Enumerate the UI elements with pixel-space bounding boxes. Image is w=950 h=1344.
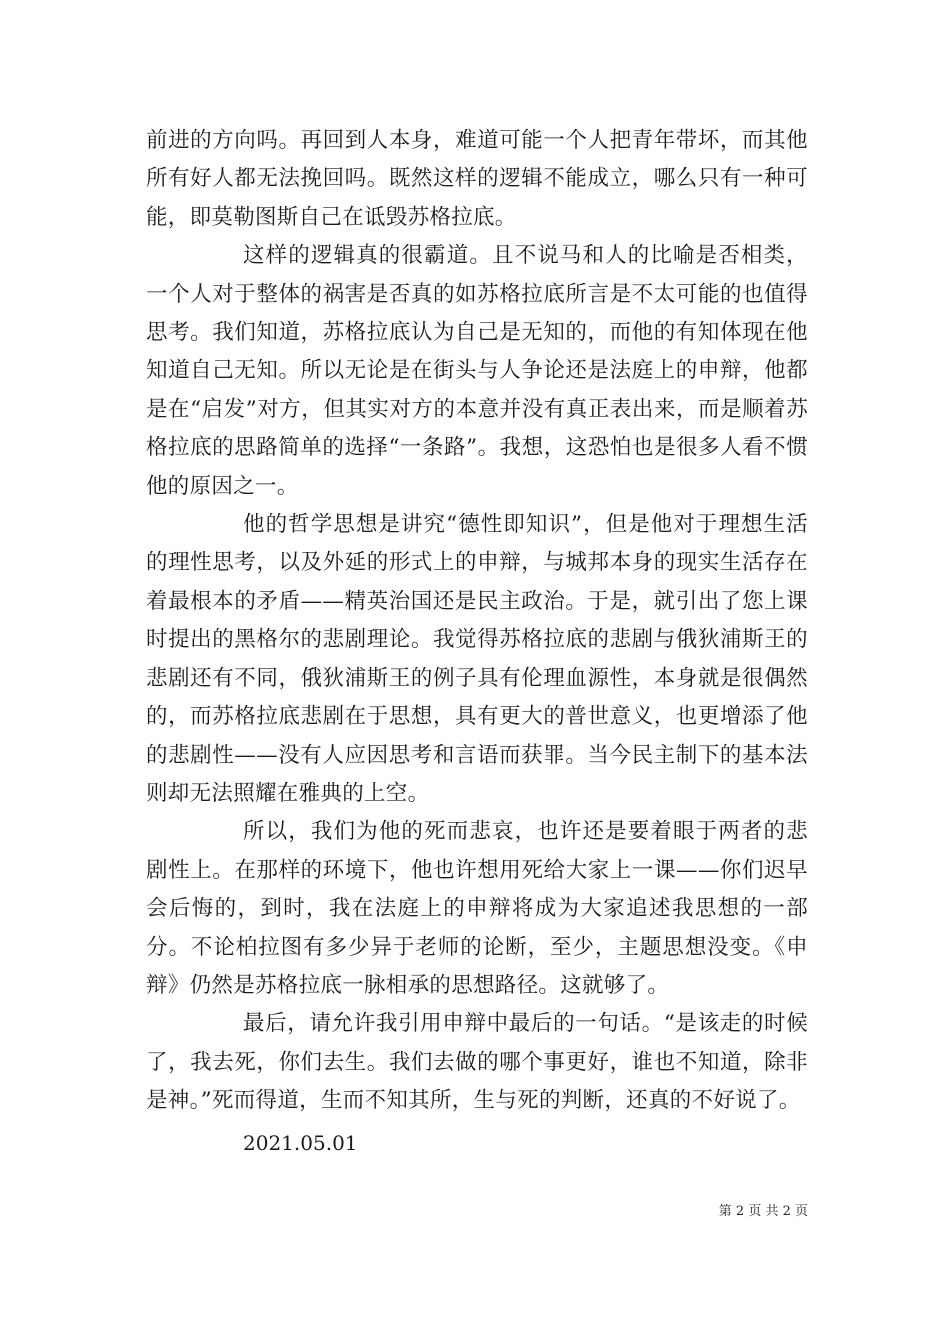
paragraph-4: 所以，我们为他的死而悲哀，也许还是要着眼于两者的悲剧性上。在那样的环境下，他也许想用死给大家上一课——你们迟早会后悔的，到时，我在法庭上的申辩将成为大家追述我思想的一部分。不论柏拉图有多少异于老师的论断，至少，主题思想没变。《申辩》仍然是苏格拉底一脉相承的思想路径。这就够了。 xyxy=(146,819,808,998)
paragraph-3: 他的哲学思想是讲究“德性即知识”，但是他对于理想生活的理性思考，以及外延的形式上的申辩，与城邦本身的现实生活存在着最根本的矛盾——精英治国还是民主政治。于是，就引出了您上课时提出的黑格尔的悲剧理论。我觉得苏格拉底的悲剧与俄狄浦斯王的悲剧还有不同，俄狄浦斯王的例子具有伦理血源性，本身就是很偶然的，而苏格拉底悲剧在于思想，具有更大的普世意义，也更增添了他的悲剧性——没有人应因思考和言语而获罪。当今民主制下的基本法则却无法照耀在雅典的上空。 xyxy=(146,512,808,806)
paragraph-5: 最后，请允许我引用申辩中最后的一句话。“是该走的时候了，我去死，你们去生。我们去做的哪个事更好，谁也不知道，除非是神。”死而得道，生而不知其所，生与死的判断，还真的不好说了。 xyxy=(146,1011,808,1114)
document-body xyxy=(146,122,808,1162)
paragraph-2: 这样的逻辑真的很霸道。且不说马和人的比喻是否相类，一个人对于整体的祸害是否真的如苏格拉底所言是不太可能的也值得思考。我们知道，苏格拉底认为自己是无知的，而他的有知体现在他知道自己无知。所以无论是在街头与人争论还是法庭上的申辩，他都是在“启发”对方，但其实对方的本意并没有真正表出来，而是顺着苏格拉底的思路简单的选择“一条路”。我想，这恐怕也是很多人看不惯他的原因之一。 xyxy=(146,243,808,499)
page-number-footer: 第 2 页 共 2 页 xyxy=(718,1204,808,1219)
paragraph-1: 前进的方向吗。再回到人本身，难道可能一个人把青年带坏，而其他所有好人都无法挽回吗。既然这样的逻辑不能成立，哪么只有一种可能，即莫勒图斯自己在诋毁苏格拉底。 xyxy=(146,128,808,230)
document-date: 2021.05.01 xyxy=(243,1130,358,1155)
